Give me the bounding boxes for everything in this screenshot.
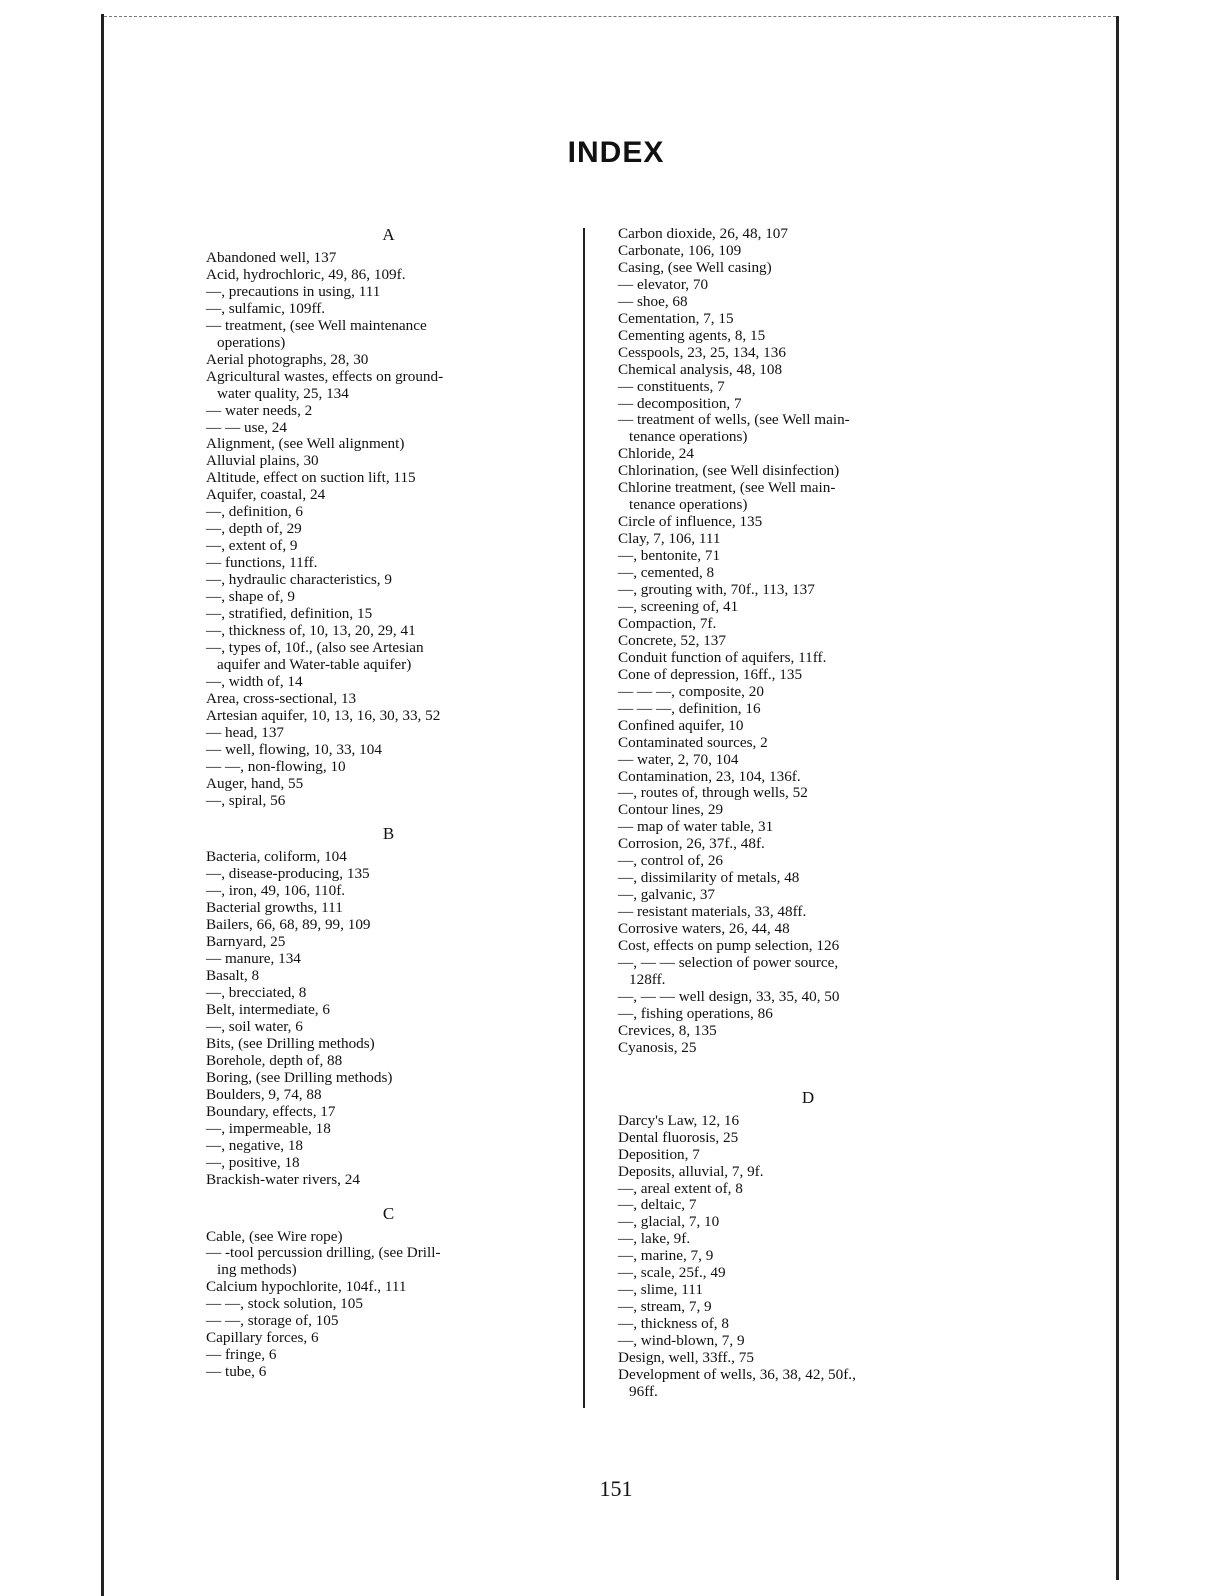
page-title: INDEX: [567, 136, 665, 169]
index-entry: Concrete, 52, 137: [618, 631, 726, 649]
index-entry: Bits, (see Drilling methods): [206, 1034, 375, 1052]
index-entry: — —, stock solution, 105: [206, 1295, 363, 1313]
index-entry: —, soil water, 6: [206, 1017, 303, 1035]
index-entry: —, hydraulic characteristics, 9: [206, 571, 392, 589]
index-entry: —, bentonite, 71: [618, 547, 721, 565]
index-entry: —, galvanic, 37: [618, 886, 716, 904]
index-entry: — functions, 11ff.: [206, 554, 318, 572]
index-entry: —, marine, 7, 9: [618, 1247, 714, 1265]
index-entry: Development of wells, 36, 38, 42, 50f.,: [618, 1366, 856, 1383]
index-entry: —, screening of, 41: [618, 597, 739, 615]
index-entry-continuation: tenance operations): [629, 428, 748, 446]
index-entry: —, stream, 7, 9: [618, 1298, 712, 1316]
index-entry: — — use, 24: [206, 418, 287, 436]
index-entry: — —, non-flowing, 10: [206, 757, 346, 775]
index-entry: — resistant materials, 33, 48ff.: [618, 903, 807, 921]
index-entry: Altitude, effect on suction lift, 115: [206, 469, 416, 487]
index-entry-continuation: ing methods): [217, 1261, 297, 1279]
index-entry: —, thickness of, 10, 13, 20, 29, 41: [206, 621, 416, 639]
index-entry: Compaction, 7f.: [618, 614, 717, 632]
index-entry: — treatment of wells, (see Well main-: [618, 411, 850, 429]
index-entry: Confined aquifer, 10: [618, 716, 744, 734]
index-entry: Belt, intermediate, 6: [206, 1001, 330, 1019]
index-entry: Brackish-water rivers, 24: [206, 1170, 360, 1188]
index-entry: — well, flowing, 10, 33, 104: [206, 740, 382, 758]
index-entry: —, scale, 25f., 49: [618, 1264, 726, 1282]
index-entry: — water needs, 2: [206, 401, 313, 419]
index-entry: Clay, 7, 106, 111: [618, 530, 721, 548]
index-entry: —, positive, 18: [206, 1153, 300, 1171]
section-letter: B: [382, 824, 395, 844]
index-entry: Acid, hydrochloric, 49, 86, 109f.: [206, 265, 406, 283]
column-divider: [583, 228, 585, 1408]
index-entry: Cesspools, 23, 25, 134, 136: [618, 343, 786, 361]
index-entry: —, — — selection of power source,: [618, 953, 839, 971]
index-entry: Abandoned well, 137: [206, 249, 337, 266]
index-entry: Deposition, 7: [618, 1145, 700, 1163]
index-entry: — constituents, 7: [618, 377, 725, 395]
index-entry: —, depth of, 29: [206, 520, 302, 538]
index-entry: Chlorination, (see Well disinfection): [618, 462, 840, 480]
index-entry: Borehole, depth of, 88: [206, 1051, 343, 1069]
index-entry-continuation: operations): [217, 333, 286, 351]
index-entry: Aquifer, coastal, 24: [206, 486, 326, 504]
index-entry: Contamination, 23, 104, 136f.: [618, 767, 801, 785]
index-entry: Auger, hand, 55: [206, 774, 304, 792]
index-entry: Darcy's Law, 12, 16: [618, 1111, 740, 1129]
index-entry: Chlorine treatment, (see Well main-: [618, 479, 836, 497]
index-entry: Chloride, 24: [618, 445, 694, 463]
index-entry: Deposits, alluvial, 7, 9f.: [618, 1162, 764, 1180]
index-entry: — -tool percussion drilling, (see Drill-: [206, 1244, 441, 1262]
index-entry: Conduit function of aquifers, 11ff.: [618, 648, 827, 666]
index-entry: Boundary, effects, 17: [206, 1102, 336, 1120]
index-entry: —, wind-blown, 7, 9: [618, 1332, 745, 1350]
index-entry: —, — — well design, 33, 35, 40, 50: [618, 987, 840, 1005]
index-entry: Dental fluorosis, 25: [618, 1128, 739, 1146]
index-entry: Cyanosis, 25: [618, 1038, 697, 1056]
index-entry: —, shape of, 9: [206, 588, 295, 606]
index-entry: — head, 137: [206, 723, 285, 741]
index-entry: —, sulfamic, 109ff.: [206, 299, 326, 317]
index-entry: Calcium hypochlorite, 104f., 111: [206, 1278, 407, 1296]
index-entry: Boring, (see Drilling methods): [206, 1068, 393, 1086]
index-entry: Cementation, 7, 15: [618, 309, 734, 327]
index-entry: Crevices, 8, 135: [618, 1021, 717, 1039]
index-entry: — decomposition, 7: [618, 394, 742, 412]
index-entry: —, control of, 26: [618, 852, 724, 870]
index-entry: Alignment, (see Well alignment): [206, 435, 405, 453]
index-entry: —, dissimilarity of metals, 48: [618, 869, 800, 887]
index-column-left: [206, 226, 571, 1381]
index-entry: Cable, (see Wire rope): [206, 1227, 343, 1245]
index-entry: Bacteria, coliform, 104: [206, 848, 347, 866]
index-entry: —, cemented, 8: [618, 564, 715, 582]
index-entry: Corrosive waters, 26, 44, 48: [618, 920, 790, 938]
index-entry: — water, 2, 70, 104: [618, 750, 739, 768]
index-entry: —, stratified, definition, 15: [206, 605, 373, 623]
index-entry: — tube, 6: [206, 1363, 267, 1381]
index-entry: —, types of, 10f., (also see Artesian: [206, 638, 424, 656]
index-entry: Artesian aquifer, 10, 13, 16, 30, 33, 52: [206, 706, 441, 724]
index-entry: Cost, effects on pump selection, 126: [618, 937, 840, 955]
index-entry: —, negative, 18: [206, 1136, 304, 1154]
index-entry: — fringe, 6: [206, 1346, 277, 1364]
index-entry: —, routes of, through wells, 52: [618, 784, 808, 802]
index-entry-continuation: 96ff.: [629, 1382, 658, 1400]
index-entry: — —, storage of, 105: [206, 1312, 339, 1330]
index-entry: —, spiral, 56: [206, 791, 286, 809]
index-entry: Alluvial plains, 30: [206, 452, 319, 470]
index-entry: — manure, 134: [206, 950, 301, 968]
index-entry: —, disease-producing, 135: [206, 865, 370, 883]
index-entry: — — —, composite, 20: [618, 682, 764, 700]
index-entry: —, definition, 6: [206, 503, 304, 521]
index-entry: Barnyard, 25: [206, 933, 286, 951]
index-entry: Cementing agents, 8, 15: [618, 326, 766, 344]
index-entry: Corrosion, 26, 37f., 48f.: [618, 835, 765, 853]
index-entry-continuation: tenance operations): [629, 496, 748, 514]
index-entry: Casing, (see Well casing): [618, 258, 772, 276]
index-entry: —, iron, 49, 106, 110f.: [206, 882, 346, 900]
index-entry: Basalt, 8: [206, 967, 260, 985]
index-entry: —, lake, 9f.: [618, 1230, 691, 1248]
index-entry: Area, cross-sectional, 13: [206, 689, 357, 707]
index-entry: Boulders, 9, 74, 88: [206, 1085, 322, 1103]
index-entry: Bailers, 66, 68, 89, 99, 109: [206, 916, 371, 934]
page-right-border: [1116, 16, 1119, 1580]
index-entry-continuation: 128ff.: [629, 970, 666, 988]
index-entry: — — —, definition, 16: [618, 699, 761, 717]
index-entry: —, extent of, 9: [206, 537, 298, 555]
index-entry: — treatment, (see Well maintenance: [206, 316, 427, 334]
index-entry: Carbon dioxide, 26, 48, 107: [618, 225, 788, 242]
index-entry: —, thickness of, 8: [618, 1315, 729, 1333]
index-entry: Carbonate, 106, 109: [618, 241, 742, 259]
index-entry: —, width of, 14: [206, 672, 303, 690]
section-letter: D: [801, 1087, 815, 1107]
index-entry: Contour lines, 29: [618, 801, 724, 819]
index-entry: —, precautions in using, 111: [206, 282, 381, 300]
index-entry: —, glacial, 7, 10: [618, 1213, 720, 1231]
index-entry: Design, well, 33ff., 75: [618, 1349, 754, 1367]
index-entry: Circle of influence, 135: [618, 513, 763, 531]
index-entry: — shoe, 68: [618, 292, 688, 310]
index-entry: — elevator, 70: [618, 275, 709, 293]
index-entry: Bacterial growths, 111: [206, 899, 343, 917]
page-left-border: [101, 14, 104, 1596]
index-entry: —, impermeable, 18: [206, 1119, 331, 1137]
index-entry: —, fishing operations, 86: [618, 1004, 773, 1022]
index-entry: —, deltaic, 7: [618, 1196, 697, 1214]
index-entry: — map of water table, 31: [618, 818, 774, 836]
index-entry: —, brecciated, 8: [206, 984, 307, 1002]
index-entry-continuation: water quality, 25, 134: [217, 384, 349, 402]
section-letter: A: [382, 225, 395, 244]
index-entry: Capillary forces, 6: [206, 1329, 319, 1347]
index-column-right: [618, 226, 998, 1401]
page-number: 151: [599, 1476, 633, 1501]
index-entry: Cone of depression, 16ff., 135: [618, 665, 803, 683]
index-entry: Agricultural wastes, effects on ground-: [206, 367, 444, 385]
index-entry: —, grouting with, 70f., 113, 137: [618, 581, 815, 599]
index-entry: Aerial photographs, 28, 30: [206, 350, 369, 368]
page-top-border: [104, 16, 1116, 18]
section-letter: C: [382, 1203, 395, 1223]
index-entry-continuation: aquifer and Water-table aquifer): [217, 655, 412, 673]
index-entry: Chemical analysis, 48, 108: [618, 360, 783, 378]
index-entry: —, slime, 111: [618, 1281, 703, 1299]
index-entry: Contaminated sources, 2: [618, 733, 768, 751]
index-entry: —, areal extent of, 8: [618, 1179, 743, 1197]
